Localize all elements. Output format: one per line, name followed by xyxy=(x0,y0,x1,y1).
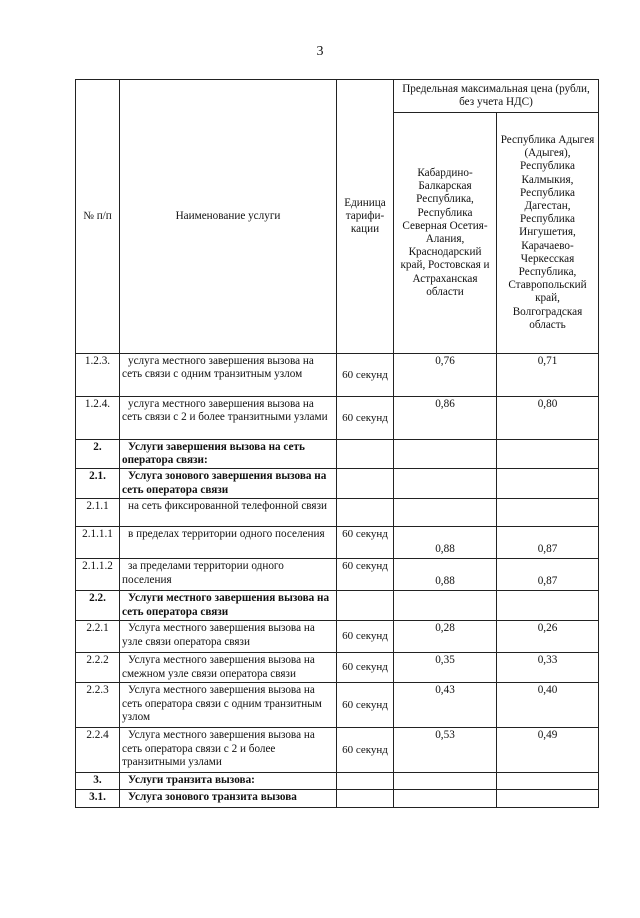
row-price-region-2: 0,71 xyxy=(497,354,599,397)
table-row xyxy=(76,621,599,653)
row-service-name: Услуга зонового транзита вызова xyxy=(120,789,337,807)
row-unit: 60 секунд xyxy=(337,559,394,591)
row-price-region-1: 0,28 xyxy=(394,621,497,653)
row-service-name: в пределах территории одного поселения xyxy=(120,527,337,559)
table-row xyxy=(76,354,599,397)
row-service-name: Услуга зонового завершения вызова на сеть оператора связи xyxy=(120,469,337,499)
table-row xyxy=(76,527,599,559)
table-row xyxy=(76,469,599,499)
row-price-region-1: 0,43 xyxy=(394,683,497,728)
row-price-region-2: 0,80 xyxy=(497,397,599,440)
row-unit: 60 секунд xyxy=(337,397,394,440)
row-unit: 60 секунд xyxy=(337,621,394,653)
row-price-region-2: 0,26 xyxy=(497,621,599,653)
tariff-table xyxy=(75,79,599,808)
row-number: 3.1. xyxy=(76,789,120,807)
row-price-region-1 xyxy=(394,773,497,789)
row-price-region-2 xyxy=(497,469,599,499)
header-region-2: Республика Адыгея (Адыгея), Республика Калмыкия, Республика Дагестан, Республика Ингушетия, Карачаево-Черкесская Республика, Ставропольский край, Волгоградская область xyxy=(497,113,599,354)
row-price-region-2 xyxy=(497,773,599,789)
row-price-region-1 xyxy=(394,499,497,527)
row-service-name: за пределами территории одного поселения xyxy=(120,559,337,591)
row-unit: 60 секунд xyxy=(337,683,394,728)
row-unit xyxy=(337,440,394,469)
row-price-region-1: 0,86 xyxy=(394,397,497,440)
table-row xyxy=(76,653,599,683)
table-row xyxy=(76,773,599,789)
row-number: 2.2.3 xyxy=(76,683,120,728)
row-unit xyxy=(337,773,394,789)
row-number: 2.1.1 xyxy=(76,499,120,527)
table-row xyxy=(76,440,599,469)
row-service-name: на сеть фиксированной телефонной связи xyxy=(120,499,337,527)
row-unit: 60 секунд xyxy=(337,653,394,683)
row-price-region-2 xyxy=(497,440,599,469)
row-price-region-2 xyxy=(497,591,599,621)
row-price-region-1 xyxy=(394,469,497,499)
header-unit: Единица тарифи-кации xyxy=(337,80,394,354)
row-price-region-1: 0,88 xyxy=(394,559,497,591)
row-unit xyxy=(337,789,394,807)
row-service-name: услуга местного завершения вызова на сеть связи с 2 и более транзитными узлами xyxy=(120,397,337,440)
row-number: 2.2.4 xyxy=(76,728,120,773)
row-number: 2.2. xyxy=(76,591,120,621)
row-number: 2.2.2 xyxy=(76,653,120,683)
table-row xyxy=(76,728,599,773)
row-price-region-1: 0,53 xyxy=(394,728,497,773)
row-service-name: Услуги транзита вызова: xyxy=(120,773,337,789)
row-unit: 60 секунд xyxy=(337,728,394,773)
row-price-region-1: 0,88 xyxy=(394,527,497,559)
row-service-name: Услуги местного завершения вызова на сеть оператора связи xyxy=(120,591,337,621)
row-price-region-2 xyxy=(497,499,599,527)
row-service-name: Услуга местного завершения вызова на узле связи оператора связи xyxy=(120,621,337,653)
row-number: 1.2.4. xyxy=(76,397,120,440)
row-service-name: Услуга местного завершения вызова на сеть оператора связи с 2 и более транзитными узлами xyxy=(120,728,337,773)
row-service-name: услуга местного завершения вызова на сеть связи с одним транзитным узлом xyxy=(120,354,337,397)
row-price-region-2: 0,49 xyxy=(497,728,599,773)
header-service-name: Наименование услуги xyxy=(120,80,337,354)
row-number: 3. xyxy=(76,773,120,789)
row-price-region-2: 0,87 xyxy=(497,527,599,559)
row-price-region-1 xyxy=(394,440,497,469)
row-price-region-1 xyxy=(394,591,497,621)
row-price-region-2: 0,40 xyxy=(497,683,599,728)
header-number: № п/п xyxy=(76,80,120,354)
row-price-region-2 xyxy=(497,789,599,807)
row-service-name: Услуга местного завершения вызова на сеть оператора связи с одним транзитным узлом xyxy=(120,683,337,728)
table-row xyxy=(76,591,599,621)
row-price-region-2: 0,33 xyxy=(497,653,599,683)
table-row xyxy=(76,683,599,728)
row-service-name: Услуга местного завершения вызова на смежном узле связи оператора связи xyxy=(120,653,337,683)
table-row xyxy=(76,559,599,591)
page-number: 3 xyxy=(316,44,324,59)
row-service-name: Услуги завершения вызова на сеть оператора связи: xyxy=(120,440,337,469)
row-price-region-2: 0,87 xyxy=(497,559,599,591)
row-number: 2.1. xyxy=(76,469,120,499)
row-number: 1.2.3. xyxy=(76,354,120,397)
table-row xyxy=(76,397,599,440)
row-number: 2.2.1 xyxy=(76,621,120,653)
header-region-1: Кабардино-Балкарская Республика, Республика Северная Осетия-Алания, Краснодарский край, Ростовская и Астраханская области xyxy=(394,113,497,354)
table-row xyxy=(76,789,599,807)
table-row xyxy=(76,499,599,527)
row-price-region-1: 0,76 xyxy=(394,354,497,397)
row-number: 2.1.1.1 xyxy=(76,527,120,559)
row-number: 2.1.1.2 xyxy=(76,559,120,591)
row-price-region-1: 0,35 xyxy=(394,653,497,683)
row-unit xyxy=(337,469,394,499)
header-max-price: Предельная максимальная цена (рубли, без учета НДС) xyxy=(394,80,599,113)
row-number: 2. xyxy=(76,440,120,469)
row-unit: 60 секунд xyxy=(337,527,394,559)
row-unit xyxy=(337,591,394,621)
row-price-region-1 xyxy=(394,789,497,807)
row-unit xyxy=(337,499,394,527)
row-unit: 60 секунд xyxy=(337,354,394,397)
